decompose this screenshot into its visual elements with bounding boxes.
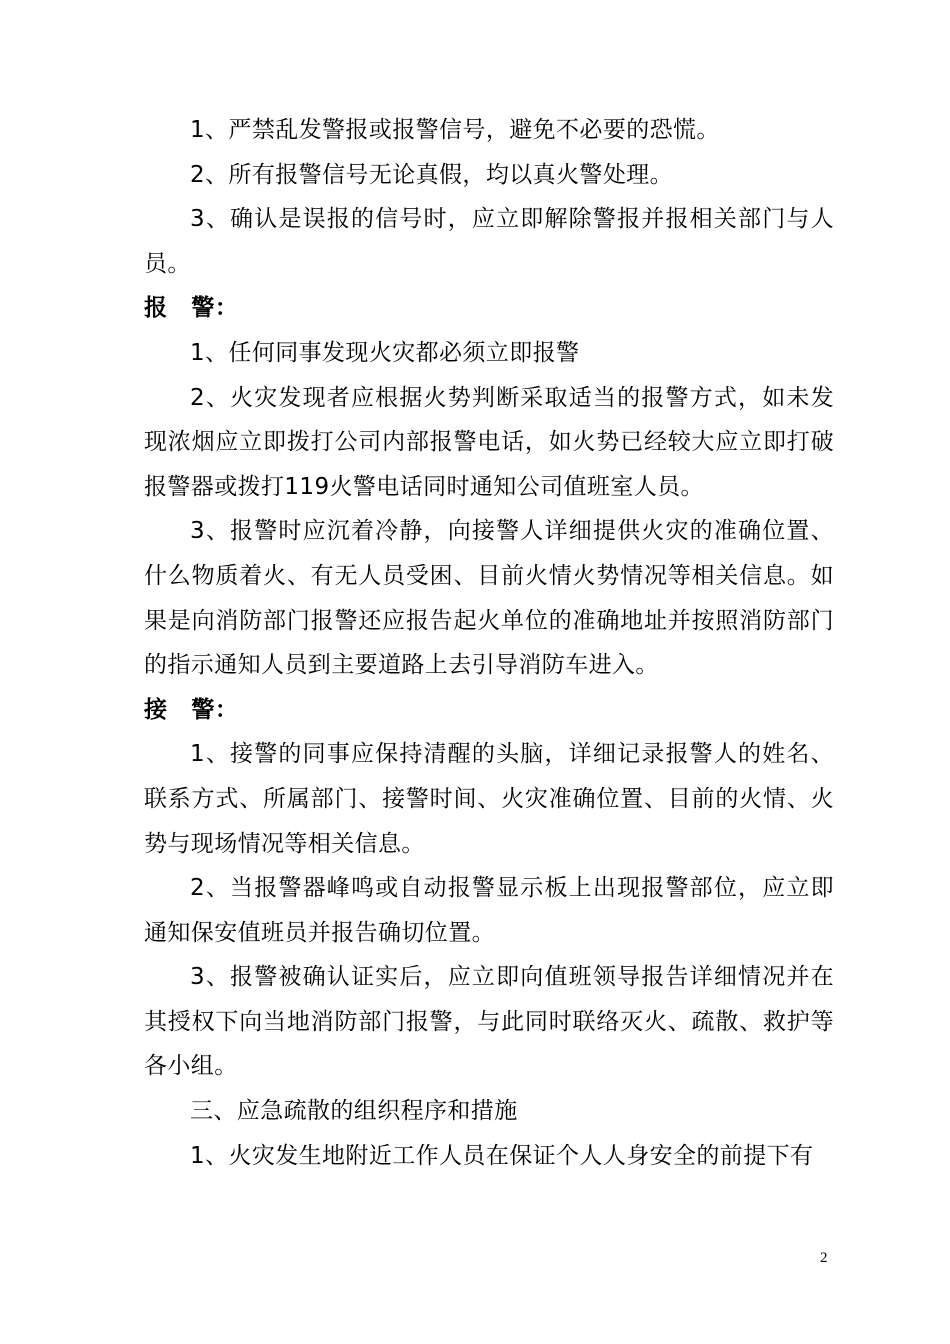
paragraph-report-3: 3、报警时应沉着冷静，向接警人详细提供火灾的准确位置、什么物质着火、有无人员受困、目前火情火势情况等相关信息。如果是向消防部门报警还应报告起火单位的准确地址并按照消防部门的指示通知人员到主要道路上去引导消防车进入。 xyxy=(144,518,834,679)
heading-receive-alarm xyxy=(144,688,834,733)
paragraph-report-1: 1、任何同事发现火灾都必须立即报警 xyxy=(190,339,580,366)
heading-char-1: 接 xyxy=(144,696,168,723)
paragraph-false-alarm-rule-1: 1、严禁乱发警报或报警信号，避免不必要的恐慌。 xyxy=(190,117,720,143)
heading-char-2: 警 xyxy=(191,295,215,322)
paragraph-false-alarm-rule-2: 2、所有报警信号无论真假，均以真火警处理。 xyxy=(190,161,674,188)
page-number: 2 xyxy=(820,1250,828,1266)
document-body xyxy=(144,108,834,1178)
heading-report-alarm xyxy=(144,286,834,331)
paragraph-evacuation-1: 1、火灾发生地附近工作人员在保证个人人身安全的前提下有 xyxy=(190,1142,814,1169)
heading-colon: ： xyxy=(214,295,239,322)
paragraph-receive-1: 1、接警的同事应保持清醒的头脑，详细记录报警人的姓名、联系方式、所属部门、接警时间、火灾准确位置、目前的火情、火势与现场情况等相关信息。 xyxy=(144,741,834,857)
heading-char-2: 警 xyxy=(191,696,215,723)
section-title-evacuation: 三、应急疏散的组织程序和措施 xyxy=(190,1098,518,1125)
paragraph-false-alarm-rule-3: 3、确认是误报的信号时，应立即解除警报并报相关部门与人员。 xyxy=(144,206,834,277)
paragraph-report-2: 2、火灾发现者应根据火势判断采取适当的报警方式，如未发现浓烟应立即拨打公司内部报警电话，如火势已经较大应立即打破报警器或拨打119火警电话同时通知公司值班室人员。 xyxy=(144,384,834,500)
paragraph-receive-3: 3、报警被确认证实后，应立即向值班领导报告详细情况并在其授权下向当地消防部门报警，与此同时联络灭火、疏散、救护等各小组。 xyxy=(144,964,834,1080)
heading-char-1: 报 xyxy=(144,295,168,322)
heading-colon: ： xyxy=(214,696,239,723)
paragraph-receive-2: 2、当报警器峰鸣或自动报警显示板上出现报警部位，应立即通知保安值班员并报告确切位置。 xyxy=(144,875,834,946)
